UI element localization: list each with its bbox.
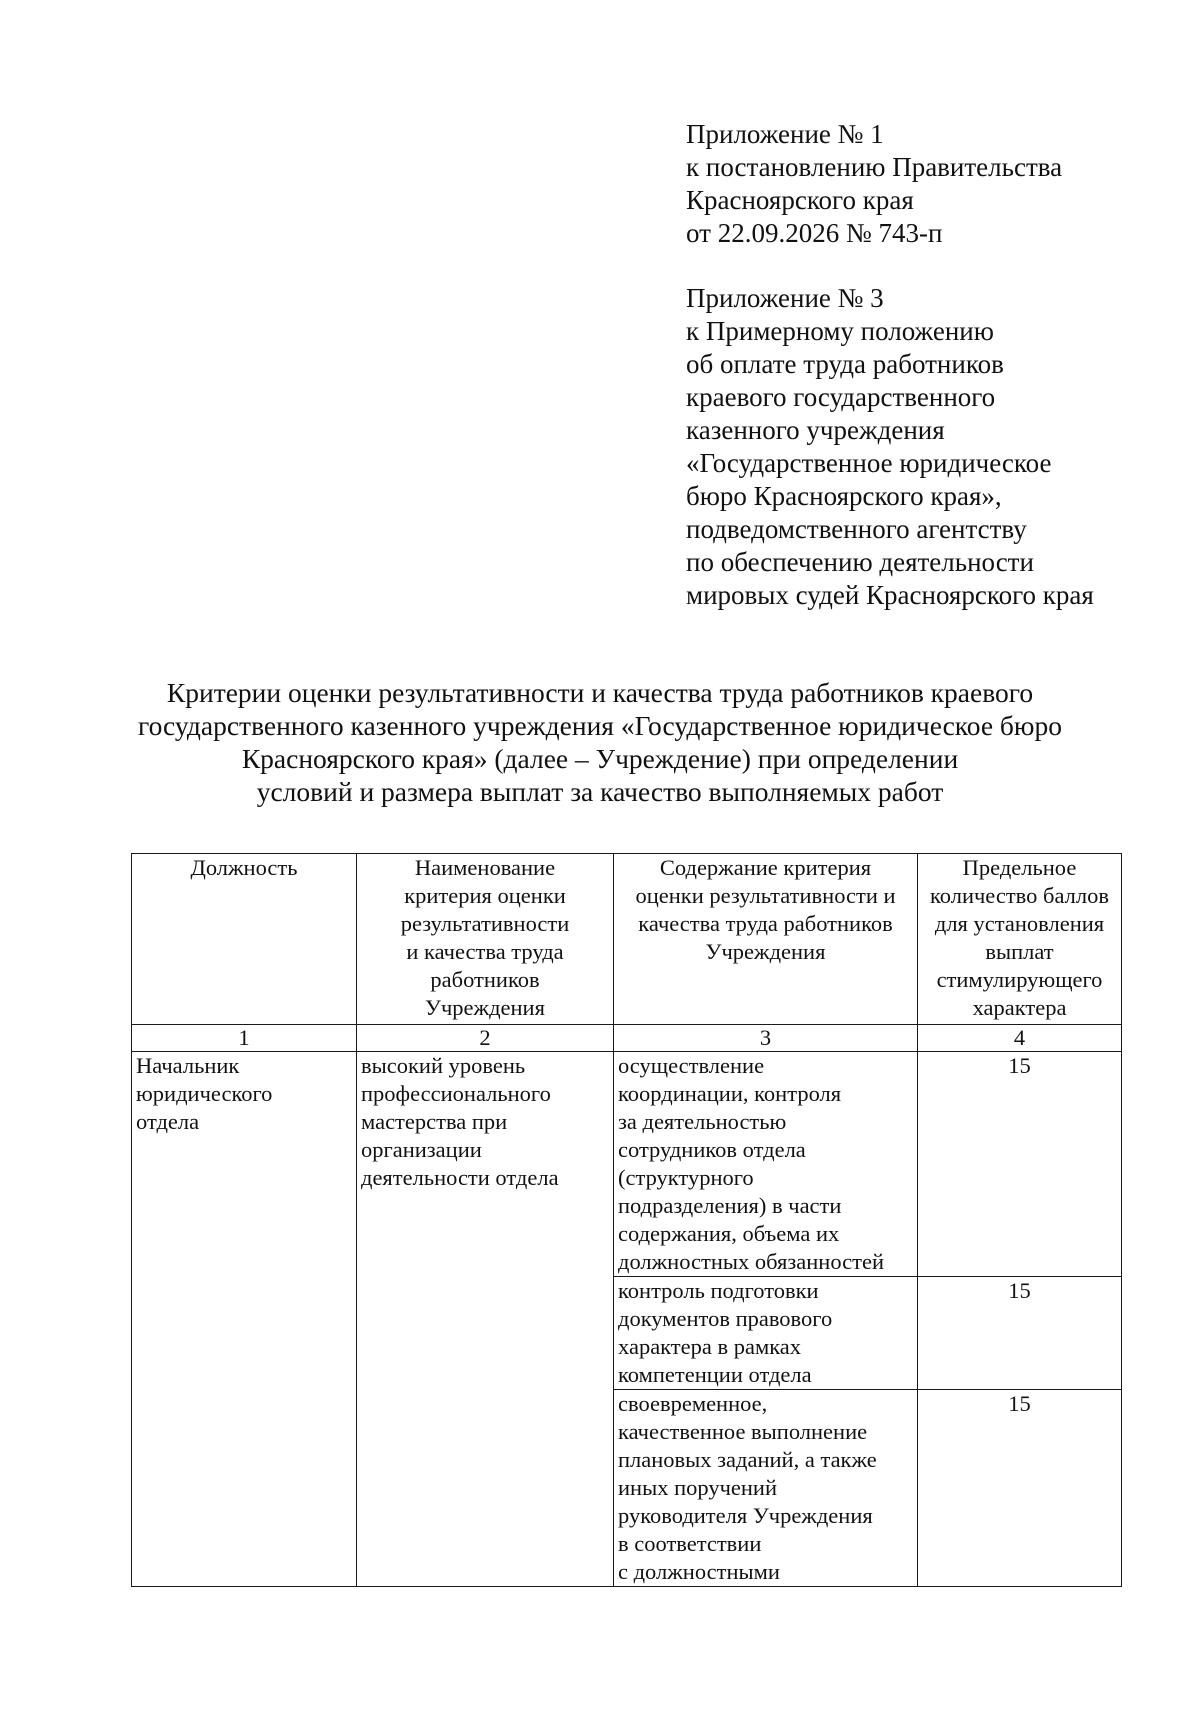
cell-line: Начальник [136, 1053, 240, 1078]
header-line: Учреждения [705, 939, 826, 964]
points-cell: 15 [918, 1277, 1122, 1390]
criterion-content-cell [614, 1390, 918, 1587]
header-line: стимулирующего [936, 967, 1103, 992]
header-line: Предельное [962, 855, 1077, 880]
title-line: условий и размера выплат за качество выполняемых работ [256, 776, 944, 807]
header-line: для установления [934, 911, 1105, 936]
annex-3-line: мировых судей Красноярского края [686, 580, 1094, 610]
annex-3-block [686, 282, 1094, 612]
title-line: Красноярского края» (далее – Учреждение) при определении [241, 743, 959, 774]
header-line: Наименование [414, 855, 556, 880]
column-number: 1 [132, 1025, 357, 1052]
annex-3-line: по обеспечению деятельности [686, 547, 1034, 577]
column-number: 4 [918, 1025, 1122, 1052]
cell-line: (структурного [618, 1165, 754, 1190]
cell-line: координации, контроля [618, 1081, 842, 1106]
annex-3-line: краевого государственного [686, 382, 996, 412]
header-line: и качества труда [406, 939, 564, 964]
header-line: Содержание критерия [659, 855, 872, 880]
points-cell: 15 [918, 1052, 1122, 1277]
annex-3-line: бюро Красноярского края», [686, 481, 1002, 511]
column-number: 3 [614, 1025, 918, 1052]
cell-line: своевременное, [618, 1391, 768, 1416]
column-number: 2 [357, 1025, 614, 1052]
cell-line: должностных обязанностей [618, 1249, 884, 1274]
header-line: количество баллов [929, 883, 1109, 908]
annex-3-line: Приложение № 3 [686, 283, 884, 313]
header-line: критерия оценки [404, 883, 566, 908]
criterion-content-cell [614, 1277, 918, 1390]
header-line: характера [972, 995, 1067, 1020]
cell-line: организации [361, 1137, 482, 1162]
cell-line: документов правового [618, 1306, 833, 1331]
title-line: государственного казенного учреждения «Государственное юридическое бюро [138, 710, 1062, 741]
table-row [132, 1052, 1122, 1277]
header-criterion-name [357, 854, 614, 1025]
cell-line: юридического [136, 1081, 273, 1106]
annex-1-line: от 22.09.2026 № 743-п [686, 218, 943, 248]
points-cell: 15 [918, 1390, 1122, 1587]
cell-line: подразделения) в части [618, 1193, 842, 1218]
annex-3-line: подведомственного агентству [686, 514, 1027, 544]
annex-1-line: Красноярского края [686, 185, 914, 215]
annex-3-line: к Примерному положению [686, 316, 994, 346]
header-line: качества труда работников [638, 911, 893, 936]
header-line: выплат [985, 939, 1054, 964]
table-header-row [132, 854, 1122, 1025]
cell-line: отдела [136, 1109, 200, 1134]
criterion-content-cell [614, 1052, 918, 1277]
criteria-table [131, 853, 1122, 1587]
cell-line: мастерства при [361, 1109, 508, 1134]
annex-1-line: к постановлению Правительства [686, 152, 1063, 182]
cell-line: компетенции отдела [618, 1362, 812, 1387]
cell-line: деятельности отдела [361, 1165, 559, 1190]
title-line: Критерии оценки результативности и качества труда работников краевого [166, 677, 1034, 708]
position-cell [132, 1052, 357, 1587]
cell-line: содержания, объема их [618, 1221, 840, 1246]
header-criterion-content [614, 854, 918, 1025]
cell-line: качественное выполнение [618, 1419, 868, 1444]
column-number-row [132, 1025, 1122, 1052]
header-line: результативности [400, 911, 570, 936]
header-line: работников [430, 967, 540, 992]
header-line: оценки результативности и [635, 883, 896, 908]
cell-line: характера в рамках [618, 1334, 802, 1359]
header-position [132, 854, 357, 1025]
cell-line: руководителя Учреждения [618, 1503, 873, 1528]
cell-line: с должностными [618, 1559, 780, 1584]
document-title [100, 676, 1100, 808]
cell-line: профессионального [361, 1081, 551, 1106]
cell-line: сотрудников отдела [618, 1137, 806, 1162]
cell-line: контроль подготовки [618, 1278, 819, 1303]
cell-line: высокий уровень [361, 1053, 526, 1078]
annex-1-line: Приложение № 1 [686, 119, 884, 149]
cell-line: плановых заданий, а также [618, 1447, 877, 1472]
annex-1-block [686, 118, 1062, 250]
criterion-name-cell [357, 1052, 614, 1587]
cell-line: осуществление [618, 1053, 765, 1078]
header-max-points [918, 854, 1122, 1025]
cell-line: за деятельностью [618, 1109, 787, 1134]
header-line: Должность [190, 855, 298, 880]
header-line: Учреждения [425, 995, 545, 1020]
cell-line: в соответствии [618, 1531, 762, 1556]
cell-line: иных поручений [618, 1475, 777, 1500]
annex-3-line: об оплате труда работников [686, 349, 1004, 379]
annex-3-line: казенного учреждения [686, 415, 945, 445]
annex-3-line: «Государственное юридическое [686, 448, 1052, 478]
